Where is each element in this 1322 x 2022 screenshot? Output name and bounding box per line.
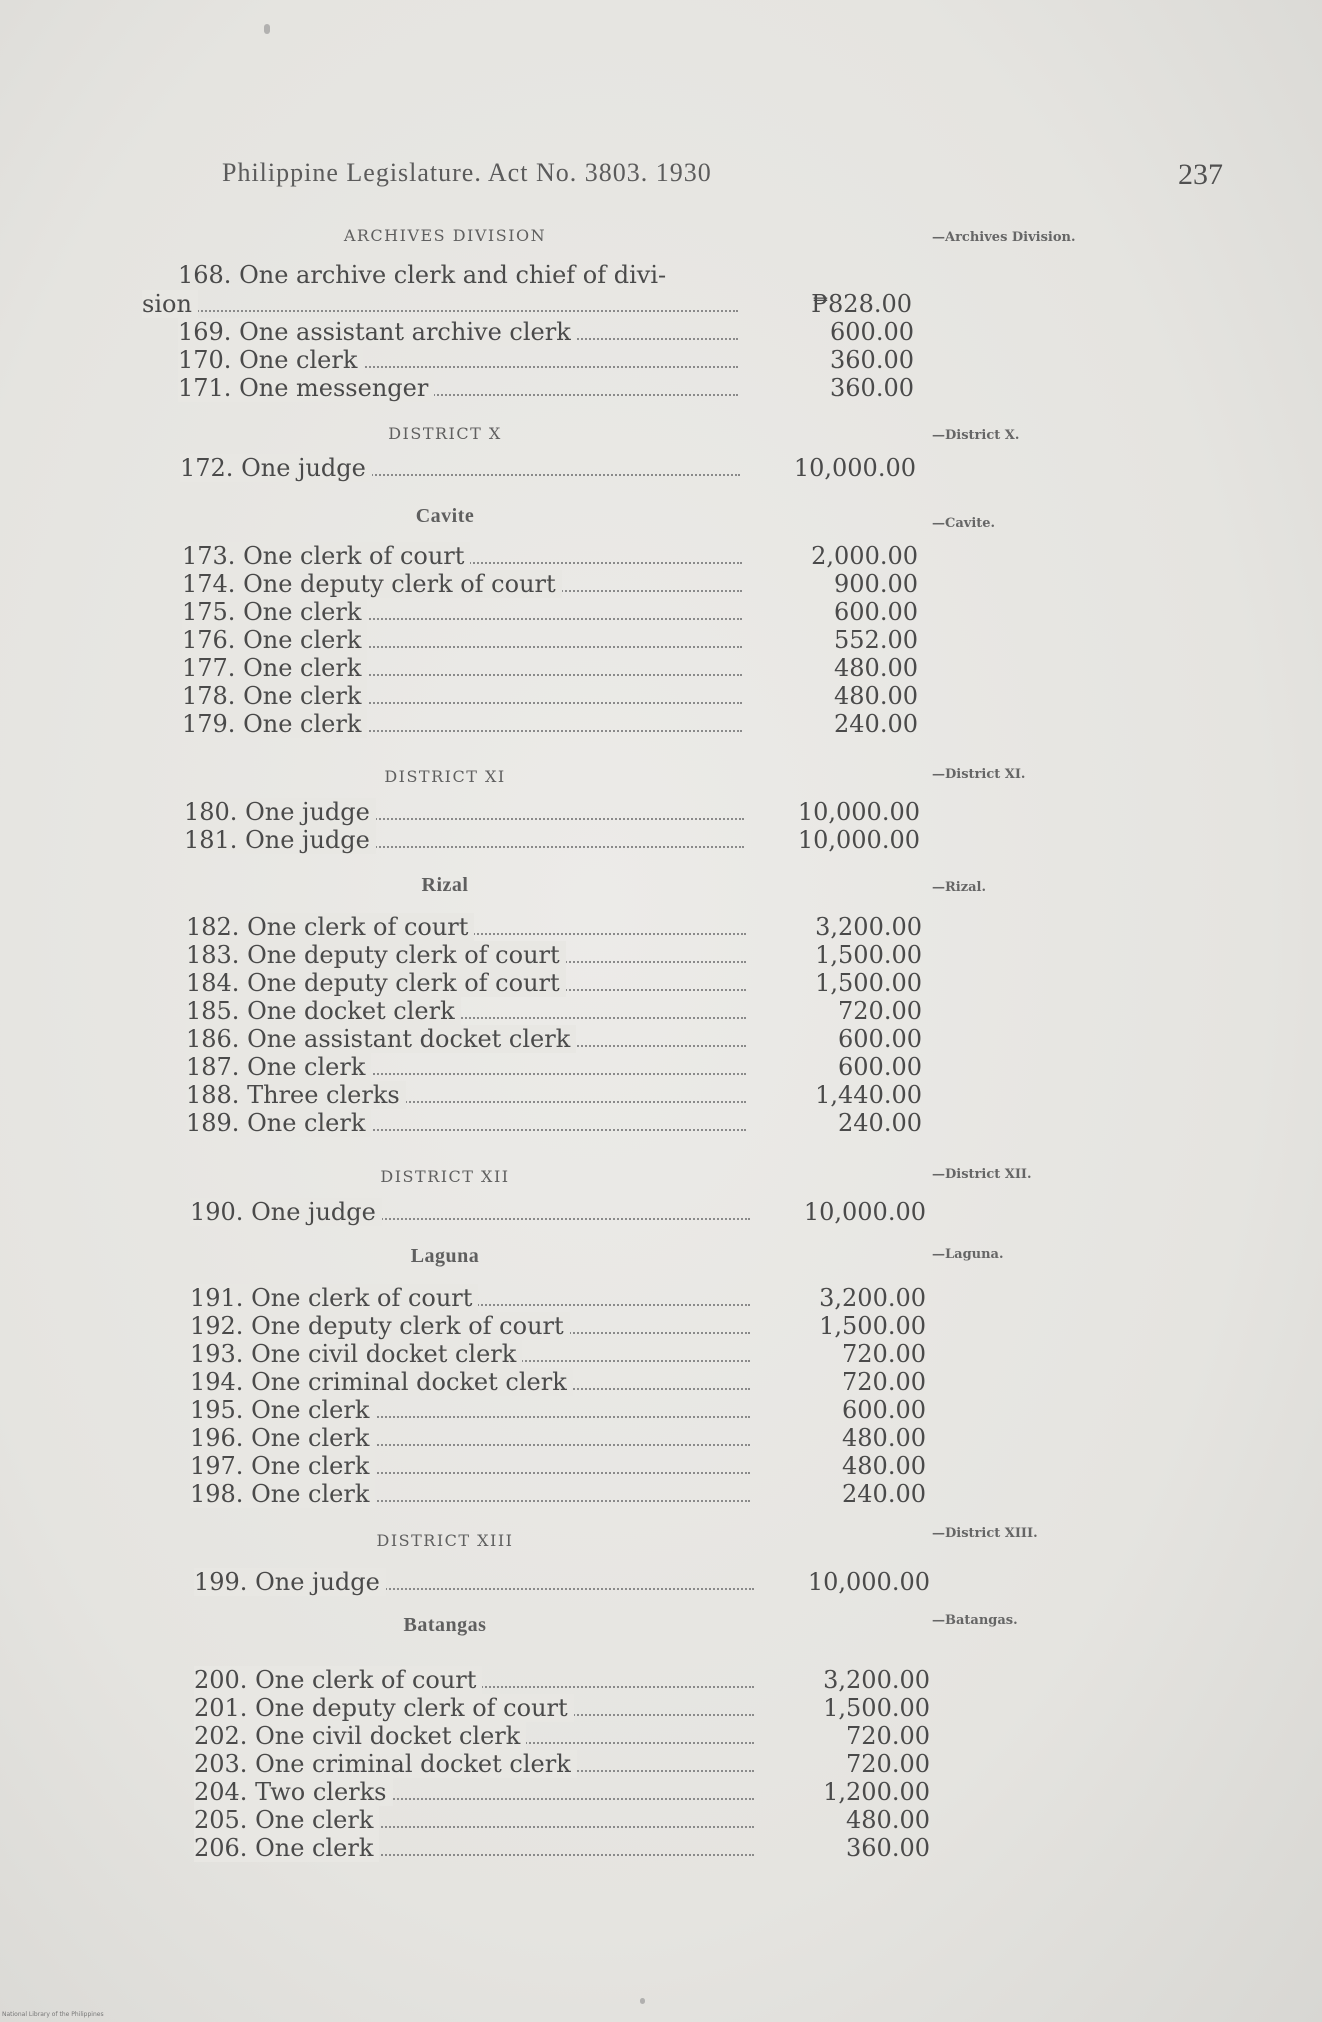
item-label: 184. One deputy clerk of court [186,969,566,997]
line-item [194,1694,994,1722]
line-item [190,1396,990,1424]
line-item [182,710,982,738]
item-amount: 10,000.00 [807,1568,930,1596]
item-label: 198. One clerk [190,1480,375,1508]
item-amount: 480.00 [842,1424,926,1452]
line-item [182,598,982,626]
item-label: 197. One clerk [190,1452,375,1480]
item-label: 172. One judge [180,454,372,482]
line-item [186,1081,986,1109]
section-heading-district-xi: DISTRICT XI [384,767,506,786]
line-item [184,798,984,826]
section-heading-archives: ARCHIVES DIVISION [343,226,547,245]
item-label: 175. One clerk [182,598,367,626]
item-label: 199. One judge [194,1568,386,1596]
margin-note-rizal: —Rizal. [932,880,987,895]
item-label: 190. One judge [190,1198,382,1226]
item-amount: 900.00 [834,570,918,598]
item-label: 171. One messenger [178,374,434,402]
line-item [186,913,986,941]
section-heading-district-xii: DISTRICT XII [380,1167,510,1186]
item-label: 179. One clerk [182,710,367,738]
item-amount: ₱828.00 [811,290,912,318]
item-label: 201. One deputy clerk of court [194,1694,574,1722]
line-item [194,1778,994,1806]
item-label: 170. One clerk [178,346,363,374]
page-number: 237 [1178,158,1223,191]
line-item [180,454,980,482]
item-amount: 600.00 [838,1025,922,1053]
item-amount: 600.00 [838,1053,922,1081]
item-label: 192. One deputy clerk of court [190,1312,570,1340]
line-item [178,346,978,374]
margin-note-district-xiii: —District XIII. [932,1526,1038,1541]
item-label: 187. One clerk [186,1053,371,1081]
item-amount: 720.00 [838,997,922,1025]
section-heading-batangas: Batangas [403,1614,487,1636]
line-item [194,1568,994,1596]
line-item [186,941,986,969]
item-amount: 1,500.00 [815,969,922,997]
line-item [182,682,982,710]
item-label: 188. Three clerks [186,1081,406,1109]
margin-note-archives: —Archives Division. [932,230,1076,245]
line-item [186,1109,986,1137]
item-amount: 720.00 [842,1340,926,1368]
line-item [190,1312,990,1340]
scan-speck [264,24,270,34]
item-label: 186. One assistant docket clerk [186,1025,576,1053]
item-label: 183. One deputy clerk of court [186,941,566,969]
line-item [190,1198,990,1226]
item-amount: 720.00 [846,1750,930,1778]
line-item [182,654,982,682]
line-item [178,261,978,289]
item-amount: 480.00 [834,682,918,710]
page-header [222,158,1242,198]
item-label: 195. One clerk [190,1396,375,1424]
line-item [190,1340,990,1368]
item-label: sion [142,290,198,318]
item-label: 196. One clerk [190,1424,375,1452]
line-item [182,542,982,570]
line-item [186,1025,986,1053]
line-item [194,1750,994,1778]
margin-note-district-xi: —District XI. [932,767,1026,782]
item-label: 200. One clerk of court [194,1666,482,1694]
item-amount: 1,200.00 [823,1778,930,1806]
line-item [178,374,978,402]
margin-note-cavite: —Cavite. [932,516,996,531]
line-item [182,626,982,654]
item-label: 169. One assistant archive clerk [178,318,577,346]
item-amount: 3,200.00 [819,1284,926,1312]
item-label: 194. One criminal docket clerk [190,1368,573,1396]
line-item [194,1806,994,1834]
item-amount: 1,500.00 [823,1694,930,1722]
item-label: 205. One clerk [194,1806,379,1834]
item-amount: 720.00 [846,1722,930,1750]
item-label: 181. One judge [184,826,376,854]
item-label: 173. One clerk of court [182,542,470,570]
line-item [194,1666,994,1694]
item-amount: 360.00 [846,1834,930,1862]
item-amount: 1,500.00 [819,1312,926,1340]
item-amount: 600.00 [842,1396,926,1424]
item-amount: 3,200.00 [815,913,922,941]
item-label: 204. Two clerks [194,1778,393,1806]
item-amount: 480.00 [846,1806,930,1834]
item-amount: 2,000.00 [811,542,918,570]
item-label: 182. One clerk of court [186,913,474,941]
line-item [184,826,984,854]
item-amount: 552.00 [834,626,918,654]
line-item [190,1480,990,1508]
line-item [186,997,986,1025]
section-heading-rizal: Rizal [421,874,469,896]
line-item [186,1053,986,1081]
item-label: 191. One clerk of court [190,1284,478,1312]
item-amount: 480.00 [842,1452,926,1480]
margin-note-batangas: —Batangas. [932,1613,1018,1628]
library-footer-note: National Library of the Philippines [2,2011,104,2018]
item-amount: 1,500.00 [815,941,922,969]
item-label: 206. One clerk [194,1834,379,1862]
scan-speck [640,1998,645,2004]
section-heading-district-xiii: DISTRICT XIII [376,1531,514,1550]
line-item [178,318,978,346]
margin-note-laguna: —Laguna. [932,1247,1004,1262]
item-label: 203. One criminal docket clerk [194,1750,577,1778]
item-amount: 600.00 [830,318,914,346]
item-amount: 10,000.00 [797,826,920,854]
item-label: 185. One docket clerk [186,997,461,1025]
item-amount: 10,000.00 [797,798,920,826]
line-item [190,1424,990,1452]
item-amount: 480.00 [834,654,918,682]
item-label: 168. One archive clerk and chief of divi- [178,261,667,289]
item-amount: 600.00 [834,598,918,626]
line-item [194,1722,994,1750]
section-heading-district-x: DISTRICT X [388,424,502,443]
item-amount: 360.00 [830,374,914,402]
line-item [190,1284,990,1312]
item-label: 177. One clerk [182,654,367,682]
line-item [194,1834,994,1862]
margin-note-district-x: —District X. [932,428,1020,443]
item-label: 176. One clerk [182,626,367,654]
item-amount: 720.00 [842,1368,926,1396]
item-amount: 10,000.00 [803,1198,926,1226]
item-amount: 240.00 [842,1480,926,1508]
item-label: 178. One clerk [182,682,367,710]
item-amount: 360.00 [830,346,914,374]
item-label: 202. One civil docket clerk [194,1722,526,1750]
item-label: 193. One civil docket clerk [190,1340,522,1368]
line-item [190,1452,990,1480]
item-label: 180. One judge [184,798,376,826]
section-heading-cavite: Cavite [415,505,475,527]
line-item [142,290,942,318]
line-item [182,570,982,598]
margin-note-district-xii: —District XII. [932,1167,1032,1182]
line-item [186,969,986,997]
item-amount: 1,440.00 [815,1081,922,1109]
item-label: 189. One clerk [186,1109,371,1137]
item-amount: 10,000.00 [793,454,916,482]
section-heading-laguna: Laguna [410,1245,480,1267]
running-head: Philippine Legislature. Act No. 3803. 1930 [222,158,712,187]
item-amount: 240.00 [838,1109,922,1137]
item-label: 174. One deputy clerk of court [182,570,562,598]
line-item [190,1368,990,1396]
item-amount: 240.00 [834,710,918,738]
item-amount: 3,200.00 [823,1666,930,1694]
